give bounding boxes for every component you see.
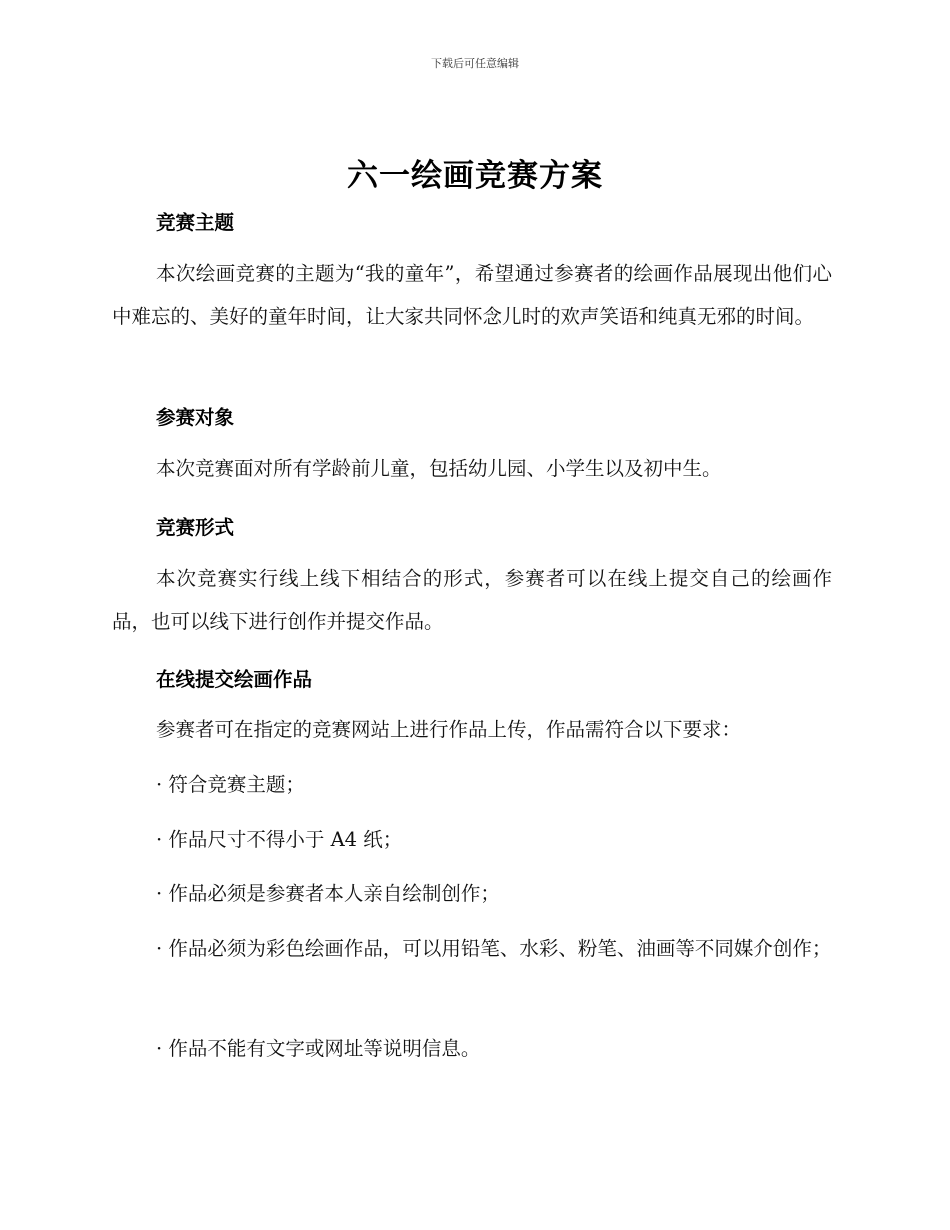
heading-target: 参赛对象 xyxy=(156,406,235,429)
heading-online: 在线提交绘画作品 xyxy=(156,668,313,691)
requirement-item: · 作品必须为彩色绘画作品，可以用铅笔、水彩、粉笔、油画等不同媒介创作； xyxy=(156,937,832,960)
paragraph-format: 本次竞赛实行线上线下相结合的形式，参赛者可以在线上提交自己的绘画作品，也可以线下进行创作并提交作品。 xyxy=(112,567,832,633)
requirement-item: · 作品不能有文字或网址等说明信息。 xyxy=(156,1037,481,1060)
paragraph-theme: 本次绘画竞赛的主题为“我的童年”，希望通过参赛者的绘画作品展现出他们心中难忘的、美好的童年时间，让大家共同怀念儿时的欢声笑语和纯真无邪的时间。 xyxy=(112,262,832,328)
paragraph-online: 参赛者可在指定的竞赛网站上进行作品上传，作品需符合以下要求： xyxy=(156,718,742,741)
document-title: 六一绘画竞赛方案 xyxy=(347,158,603,194)
header-note: 下载后可任意编辑 xyxy=(431,57,519,70)
requirement-item: · 作品尺寸不得小于 A4 纸； xyxy=(156,828,403,851)
heading-theme: 竞赛主题 xyxy=(156,211,235,234)
requirement-item: · 符合竞赛主题； xyxy=(156,773,305,796)
requirement-item: · 作品必须是参赛者本人亲自绘制创作； xyxy=(156,882,500,905)
paragraph-target: 本次竞赛面对所有学龄前儿童，包括幼儿园、小学生以及初中生。 xyxy=(156,457,722,480)
heading-format: 竞赛形式 xyxy=(156,516,235,539)
